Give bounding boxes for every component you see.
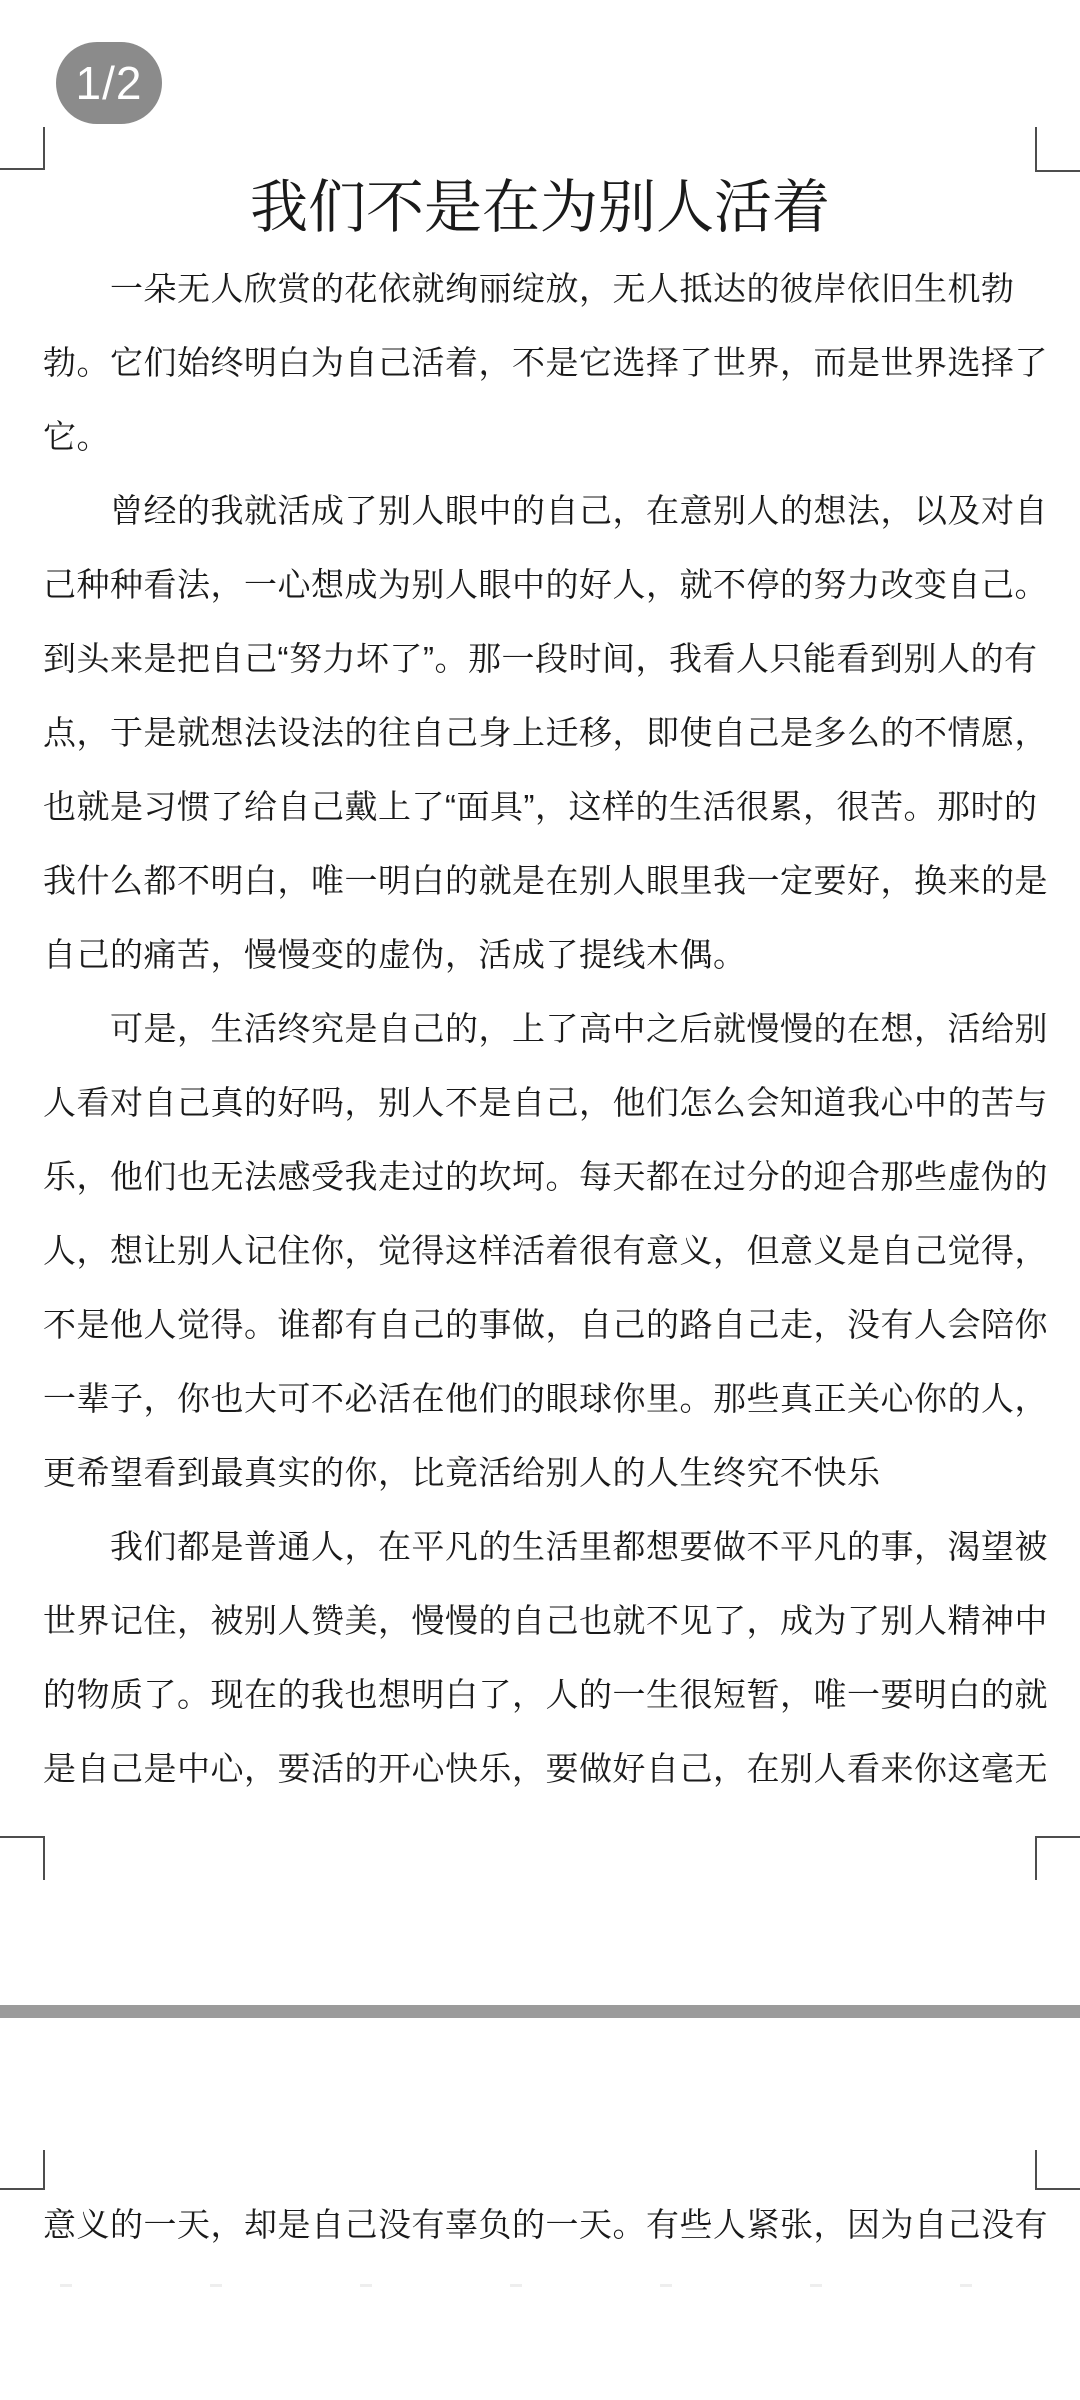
- page1-text: [43, 252, 1048, 1806]
- margin-mark-mid-left-h: [0, 1836, 45, 1838]
- text-line: 是自己是中心，要活的开心快乐，要做好自己，在别人看来你这毫无: [43, 1750, 1048, 1787]
- page2-text: [43, 2188, 1048, 2262]
- text-line: 点，于是就想法设法的往自己身上迁移，即使自己是多么的不情愿，: [43, 714, 1048, 751]
- margin-mark-top-right-h: [1035, 170, 1080, 172]
- text-line: 不是他人觉得。谁都有自己的事做，自己的路自己走，没有人会陪你: [43, 1306, 1048, 1343]
- text-line: 世界记住，被别人赞美，慢慢的自己也就不见了，成为了别人精神中: [43, 1602, 1048, 1639]
- margin-mark-mid-right-h: [1035, 1836, 1080, 1838]
- page-separator-bar: [0, 2005, 1080, 2018]
- margin-mark-mid-left-v: [43, 1836, 45, 1880]
- text-line: 一朵无人欣赏的花依就绚丽绽放，无人抵达的彼岸依旧生机勃: [43, 270, 1015, 307]
- margin-mark-top-right-v: [1035, 127, 1037, 172]
- text-line: 我什么都不明白，唯一明白的就是在别人眼里我一定要好，换来的是: [43, 862, 1048, 899]
- text-line: 我们都是普通人，在平凡的生活里都想要做不平凡的事，渴望被: [43, 1528, 1048, 1565]
- text-line: 的物质了。现在的我也想明白了，人的一生很短暂，唯一要明白的就: [43, 1676, 1048, 1713]
- text-line: 可是，生活终究是自己的，上了高中之后就慢慢的在想，活给别: [43, 1010, 1048, 1047]
- text-line: 它。: [43, 418, 110, 455]
- text-line: 乐，他们也无法感受我走过的坎坷。每天都在过分的迎合那些虚伪的: [43, 1158, 1048, 1195]
- text-line: 勃。它们始终明白为自己活着，不是它选择了世界，而是世界选择了: [43, 344, 1048, 381]
- margin-mark-bottom-left-v: [43, 2150, 45, 2190]
- margin-mark-top-left-v: [43, 127, 45, 170]
- text-line: 到头来是把自己“努力坏了”。那一段时间，我看人只能看到别人的有: [43, 640, 1038, 677]
- text-line: 更希望看到最真实的你，比竟活给别人的人生终究不快乐: [43, 1454, 881, 1491]
- text-line: 自己的痛苦，慢慢变的虚伪，活成了提线木偶。: [43, 936, 747, 973]
- page-indicator-badge: 1/2: [56, 42, 162, 124]
- text-line: 曾经的我就活成了别人眼中的自己，在意别人的想法，以及对自: [43, 492, 1048, 529]
- text-line: 也就是习惯了给自己戴上了“面具”，这样的生活很累，很苦。那时的: [43, 788, 1038, 825]
- text-line: 人看对自己真的好吗，别人不是自己，他们怎么会知道我心中的苦与: [43, 1084, 1048, 1121]
- margin-mark-bottom-right-h: [1035, 2188, 1080, 2190]
- text-line: 人，想让别人记住你，觉得这样活着很有意义，但意义是自己觉得，: [43, 1232, 1048, 1269]
- text-line: 一辈子，你也大可不必活在他们的眼球你里。那些真正关心你的人，: [43, 1380, 1048, 1417]
- margin-mark-bottom-right-v: [1035, 2150, 1037, 2190]
- document-title: 我们不是在为别人活着: [249, 175, 830, 240]
- margin-mark-top-left-h: [0, 168, 45, 170]
- margin-mark-bottom-left-h: [0, 2188, 45, 2190]
- faint-ghost-line: [60, 2284, 1020, 2287]
- margin-mark-mid-right-v: [1035, 1836, 1037, 1880]
- text-line: 己种种看法，一心想成为别人眼中的好人，就不停的努力改变自己。: [43, 566, 1048, 603]
- text-line: 意义的一天，却是自己没有辜负的一天。有些人紧张，因为自己没有: [43, 2206, 1048, 2243]
